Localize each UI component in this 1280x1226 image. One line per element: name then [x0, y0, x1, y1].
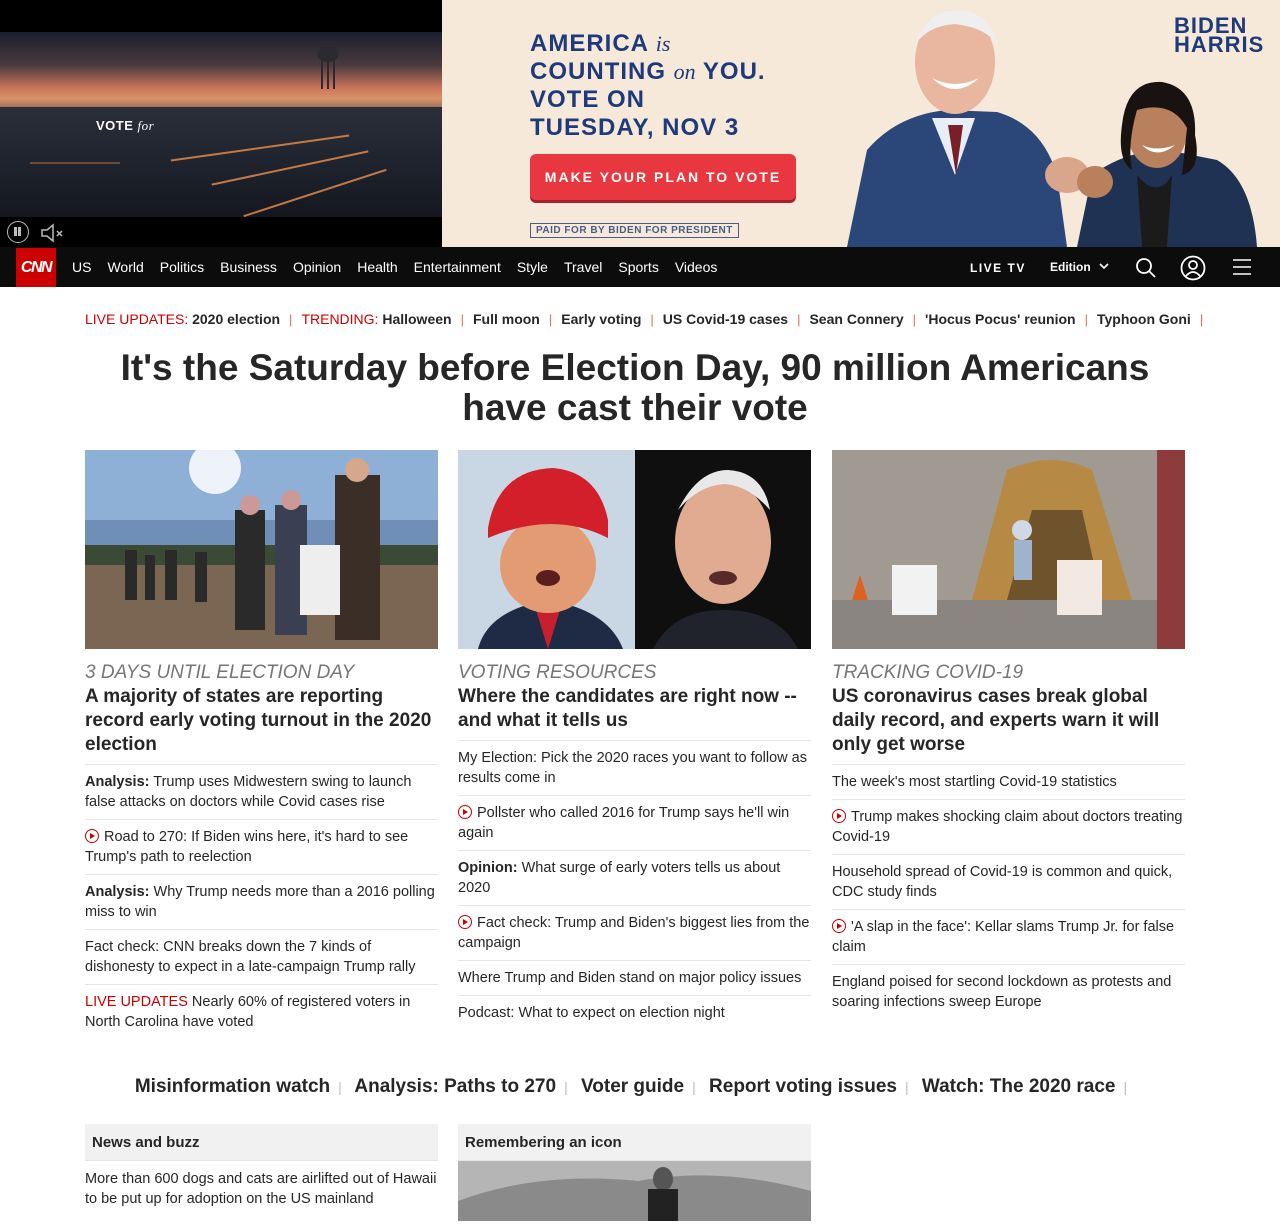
play-video-icon	[458, 915, 472, 929]
hero-image-testing-site[interactable]	[832, 450, 1185, 649]
story-link[interactable]: My Election: Pick the 2020 races you want to follow as results come in	[458, 741, 811, 796]
column-kicker: TRACKING COVID-19	[832, 662, 1024, 683]
story-link[interactable]: Fact check: Trump and Biden's biggest lies from the campaign	[458, 906, 811, 961]
story-link[interactable]: Road to 270: If Biden wins here, it's hard to see Trump's path to reelection	[85, 820, 438, 875]
nav-links	[64, 247, 725, 287]
story-link[interactable]: Where Trump and Biden stand on major policy issues	[458, 961, 811, 996]
trending-item[interactable]: Typhoon Goni	[1096, 311, 1191, 327]
section-title[interactable]: News and buzz	[85, 1124, 438, 1161]
make-plan-to-vote-button[interactable]: MAKE YOUR PLAN TO VOTE	[530, 154, 796, 200]
column-headline[interactable]: Where the candidates are right now -- and what it tells us	[458, 685, 811, 741]
story-column-covid	[832, 450, 1185, 1019]
cnn-logo[interactable]: CNN	[16, 248, 56, 287]
election-quick-links: Misinformation watch | Analysis: Paths to 270 | Voter guide | Report voting issues | Watch: The 2020 race |	[134, 1076, 1128, 1097]
quick-link[interactable]: Voter guide	[581, 1076, 685, 1097]
main-headline[interactable]: It's the Saturday before Election Day, 90 million Americans have cast their vote	[120, 347, 1150, 428]
nav-link-opinion[interactable]: Opinion	[292, 259, 342, 275]
nav-link-videos[interactable]: Videos	[674, 259, 718, 275]
section-news-and-buzz	[85, 1124, 438, 1209]
nav-link-politics[interactable]: Politics	[159, 259, 205, 275]
story-link[interactable]: LIVE UPDATES Nearly 60% of registered voters in North Carolina have voted	[85, 994, 411, 1030]
account-icon[interactable]	[1180, 255, 1206, 281]
nav-link-entertainment[interactable]: Entertainment	[413, 259, 501, 275]
ad-video-frame	[0, 32, 442, 217]
trending-item[interactable]: Sean Connery	[809, 311, 904, 327]
story-link[interactable]: Podcast: What to expect on election night	[458, 1005, 725, 1021]
play-video-icon	[832, 919, 846, 933]
menu-icon[interactable]	[1232, 257, 1252, 277]
story-link[interactable]: Trump makes shocking claim about doctors treating Covid-19	[832, 800, 1185, 855]
nav-link-style[interactable]: Style	[516, 259, 548, 275]
play-video-icon	[458, 805, 472, 819]
story-column-election	[85, 450, 438, 1039]
column-kicker: 3 DAYS UNTIL ELECTION DAY	[85, 662, 355, 683]
section-image-sean-connery[interactable]	[458, 1161, 811, 1221]
nav-link-travel[interactable]: Travel	[563, 259, 603, 275]
trending-item[interactable]: 'Hocus Pocus' reunion	[925, 311, 1076, 327]
quick-link[interactable]: Report voting issues	[709, 1076, 897, 1097]
story-column-voting	[458, 450, 811, 1030]
trending-item[interactable]: 2020 election	[192, 311, 281, 327]
story-link[interactable]: Fact check: CNN breaks down the 7 kinds of dishonesty to expect in a late-campaign Trump rally	[85, 930, 438, 985]
hero-image-trump-biden[interactable]	[458, 450, 811, 649]
story-link[interactable]: The week's most startling Covid-19 statistics	[832, 765, 1185, 800]
nav-link-us[interactable]: US	[72, 259, 92, 275]
story-link[interactable]: 'A slap in the face': Kellar slams Trump Jr. for false claim	[832, 910, 1185, 965]
column-headline[interactable]: US coronavirus cases break global daily record, and experts warn it will only get worse	[832, 685, 1185, 765]
story-link[interactable]: England poised for second lockdown as protests and soaring infections sweep Europe	[832, 974, 1172, 1010]
ad-campaign-panel[interactable]	[442, 0, 1280, 247]
ad-headline: AMERICA is COUNTING on YOU. VOTE ON TUESDAY, NOV 3	[530, 30, 766, 141]
story-link[interactable]: Analysis: Trump uses Midwestern swing to launch false attacks on doctors while Covid cases rise	[85, 765, 438, 820]
play-video-icon	[85, 829, 99, 843]
search-icon[interactable]	[1135, 257, 1157, 279]
chevron-down-icon[interactable]	[1097, 259, 1111, 273]
trending-item[interactable]: US Covid-19 cases	[662, 311, 789, 327]
column-kicker: VOTING RESOURCES	[458, 662, 657, 683]
water-tower-graphic	[313, 44, 343, 89]
trending-item[interactable]: Full moon	[472, 311, 540, 327]
nav-link-health[interactable]: Health	[357, 259, 398, 275]
story-link[interactable]: Pollster who called 2016 for Trump says he'll win again	[458, 796, 811, 851]
story-link[interactable]: Analysis: Why Trump needs more than a 2016 polling miss to win	[85, 875, 438, 930]
ad-video-player[interactable]	[0, 0, 442, 247]
live-updates-label: LIVE UPDATES:	[85, 311, 189, 327]
trending-bar: LIVE UPDATES: 2020 election | TRENDING: Halloween | Full moon | Early voting | US Covid-19 cases | Sean Connery | 'Hocus Pocus' reunion | Typhoon Goni |	[85, 311, 1204, 327]
ad-disclaimer: PAID FOR BY BIDEN FOR PRESIDENT	[530, 223, 739, 238]
hero-image-voters-line[interactable]	[85, 450, 438, 649]
edition-selector[interactable]: Edition	[1050, 260, 1091, 274]
live-tv-link[interactable]: LIVE TV	[970, 261, 1026, 275]
section-remembering-an-icon	[458, 1124, 811, 1226]
nav-link-sports[interactable]: Sports	[618, 259, 659, 275]
town-street-graphic	[0, 107, 442, 217]
nav-link-business[interactable]: Business	[220, 259, 277, 275]
pause-icon[interactable]	[7, 221, 29, 243]
story-link[interactable]: Household spread of Covid-19 is common and quick, CDC study finds	[832, 855, 1185, 910]
top-ad-banner[interactable]	[0, 0, 1280, 247]
quick-link[interactable]: Misinformation watch	[134, 1076, 331, 1097]
story-link[interactable]: More than 600 dogs and cats are airlifted out of Hawaii to be put up for adoption on the US mainland	[85, 1171, 437, 1207]
ad-video-caption: VOTE for	[96, 118, 155, 133]
trending-item[interactable]: Early voting	[561, 311, 642, 327]
biden-harris-logo: BIDEN HARRIS	[1174, 13, 1265, 57]
story-link[interactable]: Opinion: What surge of early voters tells us about 2020	[458, 851, 811, 906]
play-video-icon	[832, 809, 846, 823]
column-headline[interactable]: A majority of states are reporting record early voting turnout in the 2020 election	[85, 685, 438, 765]
mute-icon[interactable]	[40, 222, 66, 244]
section-title[interactable]: Remembering an icon	[458, 1124, 811, 1161]
nav-link-world[interactable]: World	[107, 259, 144, 275]
quick-link[interactable]: Analysis: Paths to 270	[354, 1076, 557, 1097]
trending-item[interactable]: Halloween	[382, 311, 452, 327]
main-nav-bar	[0, 247, 1280, 287]
quick-link[interactable]: Watch: The 2020 race	[921, 1076, 1116, 1097]
trending-label: TRENDING:	[301, 311, 379, 327]
